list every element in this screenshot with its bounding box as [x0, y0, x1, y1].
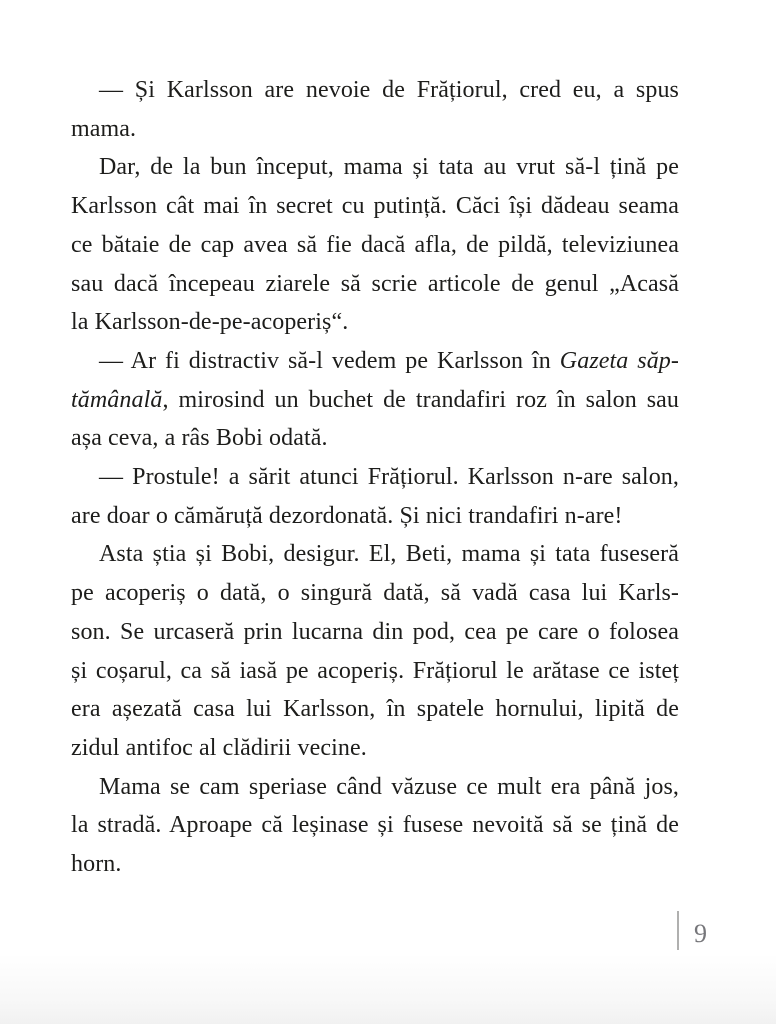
text-line [71, 342, 679, 381]
text-line [71, 806, 679, 845]
page-footer [677, 911, 707, 950]
text-line [71, 226, 679, 265]
text-segment: zidul antifoc al clădirii vecine. [71, 734, 367, 761]
text-segment: la Karlsson-de-pe-acoperiș“. [71, 309, 349, 336]
paragraph [71, 535, 679, 767]
text-segment: Dar, de la bun început, mama și tata au vrut să-l țină pe [99, 154, 679, 181]
text-line [71, 110, 679, 149]
text-block [71, 71, 679, 884]
text-line [71, 574, 679, 613]
text-segment: Asta știa și Bobi, desigur. El, Beti, mama și tata fuseseră [99, 541, 679, 568]
text-segment: — Prostule! a sărit atunci Frățiorul. Karlsson n-are salon, [99, 464, 679, 491]
text-segment: — Ar fi distractiv să-l vedem pe Karlsson în [99, 347, 560, 374]
text-segment: ce bătaie de cap avea să fie dacă afla, de pildă, televiziunea [71, 231, 679, 258]
page-number-divider [677, 911, 679, 950]
italic-text-segment: tămânală [71, 386, 163, 413]
text-segment: horn. [71, 851, 122, 878]
text-line [71, 419, 679, 458]
text-line [71, 265, 679, 304]
text-segment: Karlsson cât mai în secret cu putință. Căci își dădeau seama [71, 193, 679, 220]
text-segment: — Și Karlsson are nevoie de Frățiorul, cred eu, a spus [99, 77, 679, 103]
text-segment: era așezată casa lui Karlsson, în spatele hornului, lipită de [71, 696, 679, 723]
text-line [71, 690, 679, 729]
text-segment: la stradă. Aproape că leșinase și fusese nevoită să se țină de [71, 812, 679, 839]
text-segment: mama. [71, 115, 137, 142]
text-line [71, 652, 679, 691]
text-segment: are doar o cămăruță dezordonată. Și nici trandafiri n-are! [71, 502, 623, 529]
text-line [71, 845, 679, 884]
paragraph [71, 768, 679, 884]
paragraph [71, 148, 679, 342]
text-segment: sau dacă începeau ziarele să scrie articole de genul „Acasă [71, 270, 679, 297]
page-number: 9 [694, 919, 707, 948]
text-line [71, 497, 679, 536]
text-line [71, 187, 679, 226]
paragraph [71, 342, 679, 458]
text-line [71, 535, 679, 574]
text-line [71, 729, 679, 768]
page-edge-shadow [0, 954, 776, 1024]
text-line [71, 613, 679, 652]
text-line [71, 71, 679, 110]
paragraph [71, 458, 679, 535]
italic-text-segment: Gazeta săp- [559, 347, 679, 374]
text-line [71, 148, 679, 187]
text-segment: așa ceva, a râs Bobi odată. [71, 425, 328, 452]
text-line [71, 381, 679, 420]
paragraph [71, 71, 679, 148]
text-segment: Mama se cam speriase când văzuse ce mult era până jos, [99, 773, 679, 800]
text-segment: și coșarul, ca să iasă pe acoperiș. Frățiorul le arătase ce isteț [71, 657, 679, 684]
text-segment: , mirosind un buchet de trandafiri roz în salon sau [162, 386, 679, 413]
text-line [71, 303, 679, 342]
text-line [71, 458, 679, 497]
text-segment: son. Se urcaseră prin lucarna din pod, cea pe care o folosea [71, 618, 679, 645]
text-line [71, 768, 679, 807]
text-segment: pe acoperiș o dată, o singură dată, să vadă casa lui Karls- [71, 580, 679, 607]
